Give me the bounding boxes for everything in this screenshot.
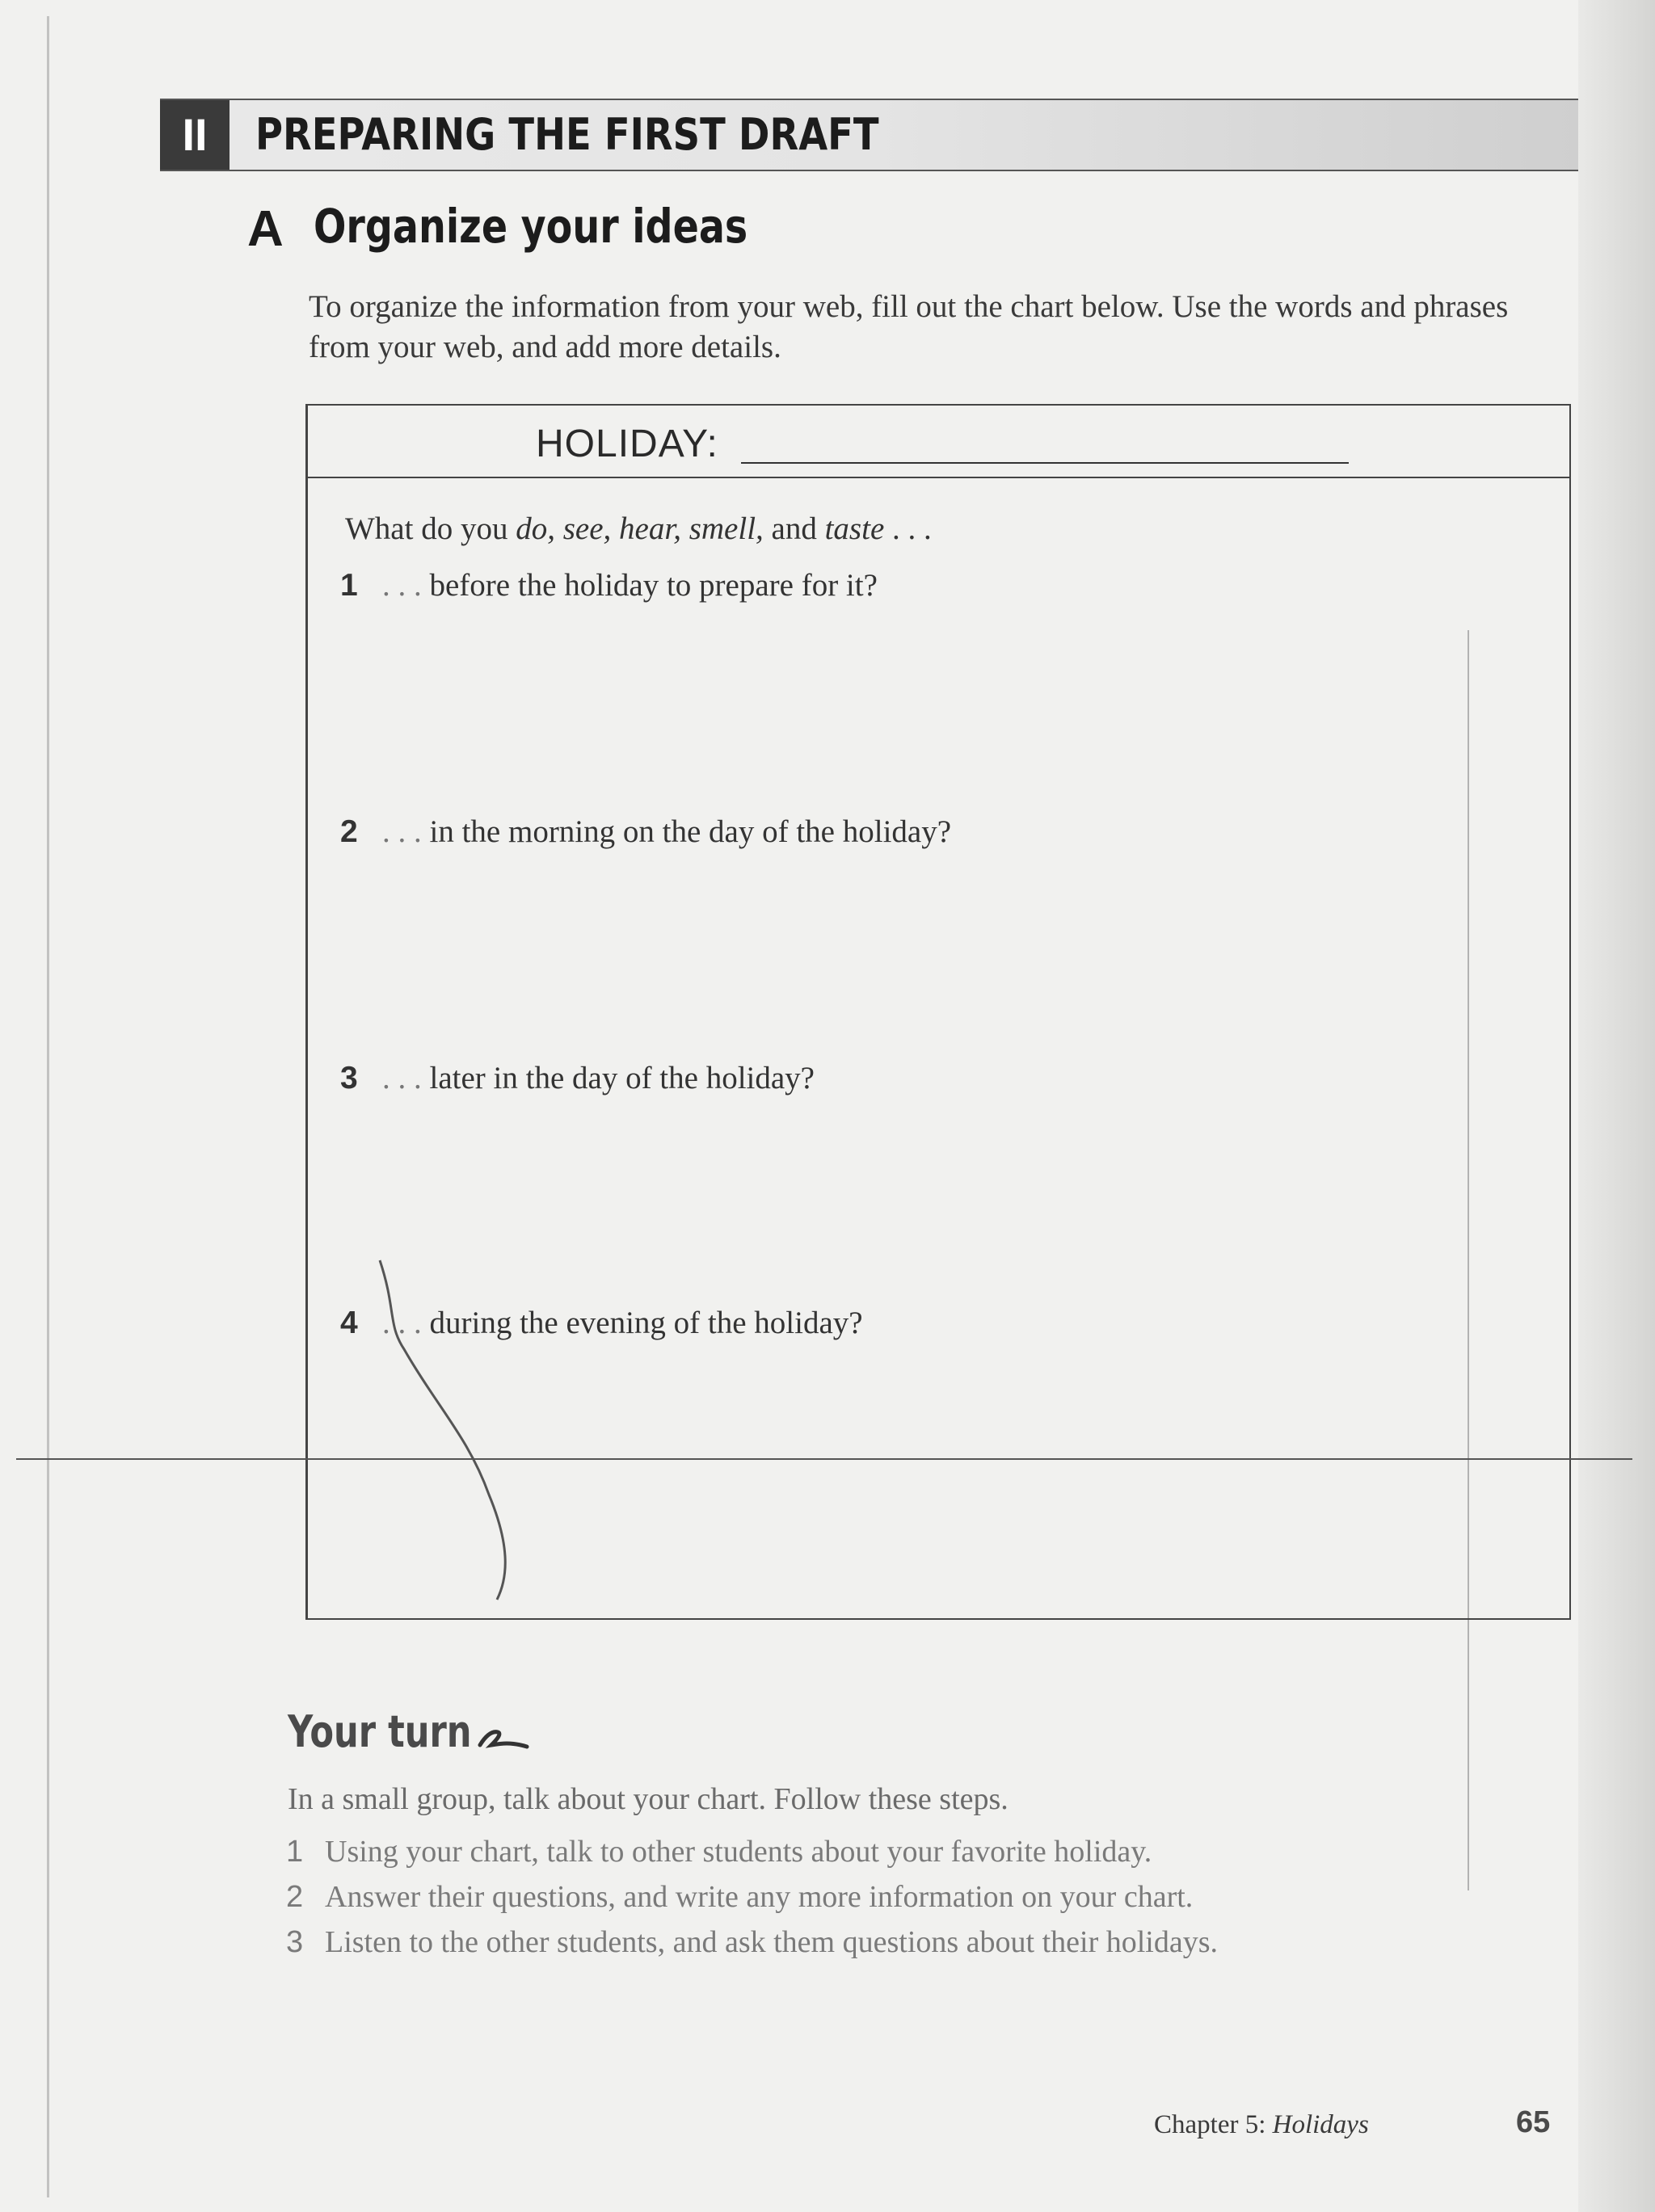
prompt-taste: taste	[824, 511, 885, 546]
chapter-footer	[1154, 2110, 1369, 2140]
step-text: Listen to the other students, and ask them questions about their holidays.	[325, 1925, 1218, 1959]
step-number: 2	[286, 1880, 304, 1914]
step-number: 1	[286, 1835, 304, 1869]
page-shadow	[1578, 0, 1655, 2212]
question-dots: . . .	[382, 814, 422, 849]
your-turn-step	[286, 1834, 1152, 1869]
chart-question	[340, 567, 878, 603]
holiday-answer-line[interactable]	[741, 462, 1349, 464]
question-number: 4	[340, 1306, 358, 1340]
step-text: Using your chart, talk to other students about your favorite holiday.	[325, 1835, 1152, 1869]
page-number: 65	[1516, 2105, 1551, 2139]
prompt-see: see,	[562, 511, 612, 546]
question-number: 3	[340, 1061, 358, 1095]
question-number: 1	[340, 568, 358, 603]
holiday-label: HOLIDAY:	[536, 423, 718, 465]
question-text: during the evening of the holiday?	[429, 1306, 863, 1340]
prompt-smell: smell,	[689, 511, 764, 546]
prompt-hear: hear,	[619, 511, 681, 546]
intro-paragraph: To organize the information from your web, fill out the chart below. Use the words and phrases from your web, and add more details.	[309, 289, 1509, 364]
chart-prompt	[345, 511, 932, 547]
subsection-title: Organize your ideas	[314, 199, 748, 254]
chapter-label: Chapter 5:	[1154, 2110, 1266, 2139]
your-turn-step	[286, 1924, 1218, 1960]
chart-question	[340, 814, 951, 850]
question-number: 2	[340, 814, 358, 849]
step-number: 3	[286, 1925, 304, 1959]
scan-fold-line	[16, 1458, 1632, 1460]
your-turn-intro: In a small group, talk about your chart. Follow these steps.	[288, 1782, 1009, 1816]
question-text: later in the day of the holiday?	[429, 1061, 815, 1095]
question-dots: . . .	[382, 1306, 422, 1340]
section-number: II	[160, 100, 230, 170]
prompt-do: do,	[516, 511, 555, 546]
page-left-edge	[47, 16, 49, 2197]
prompt-ellipsis: . . .	[892, 511, 932, 546]
step-text: Answer their questions, and write any more information on your chart.	[325, 1880, 1194, 1914]
prompt-start: What do you	[345, 511, 516, 546]
prompt-and: and	[771, 511, 817, 546]
section-header	[160, 99, 1578, 171]
chapter-title: Holidays	[1272, 2110, 1369, 2139]
your-turn-step	[286, 1879, 1193, 1915]
your-turn-title: Your turn	[288, 1706, 472, 1757]
pen-mark	[347, 1244, 541, 1616]
question-dots: . . .	[382, 1061, 422, 1095]
subsection-letter: A	[247, 201, 284, 257]
question-text: in the morning on the day of the holiday?	[429, 814, 952, 849]
chart-question	[340, 1060, 815, 1096]
question-text: before the holiday to prepare for it?	[429, 568, 878, 603]
section-title: PREPARING THE FIRST DRAFT	[255, 109, 879, 160]
pen-scribble-icon	[477, 1721, 533, 1753]
question-dots: . . .	[382, 568, 422, 603]
chart-header	[308, 406, 1569, 478]
